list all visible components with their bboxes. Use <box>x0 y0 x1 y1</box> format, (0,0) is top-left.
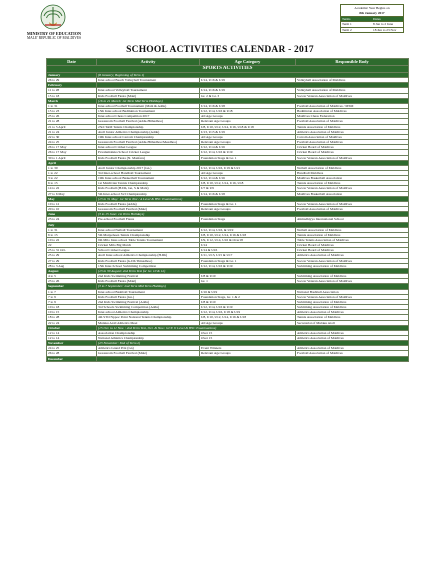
calendar-body <box>47 66 409 362</box>
cell-activity: Inter-school Netball Tournament <box>97 227 200 232</box>
cell-date: 1 to 31 <box>47 227 97 232</box>
table-header-row <box>47 59 409 66</box>
cell-age-category: U14, U16 & U19 <box>200 88 296 93</box>
month-label: July <box>47 222 97 227</box>
cell-age-category: U14, U16 & U18 <box>200 103 296 108</box>
month-label: September <box>47 284 97 289</box>
month-label: October <box>47 325 97 330</box>
cell-responsible-body: Athletics Association of Maldives <box>296 346 409 351</box>
cell-date: 7 to 9 <box>47 294 97 299</box>
cell-activity: Pavalumaluka School Cricket League <box>97 150 200 155</box>
cell-age-category: U12, U14, U16 & U19 <box>200 305 296 310</box>
cell-responsible-body: Ahmadhiyya International School <box>296 217 409 222</box>
cell-responsible-body: Swimming Association of Maldives <box>296 299 409 304</box>
cell-date: 24 to 25 <box>47 140 97 145</box>
cell-responsible-body: Cricket Board of Maldives <box>296 145 409 150</box>
cell-age-category: Foundation Stage, Gr. 1 & 2 <box>200 294 296 299</box>
cell-responsible-body: Soccer Veteran Association of Maldives <box>296 279 409 284</box>
cell-age-category: U8, U10, U12, U14, U16 & U18 <box>200 315 296 320</box>
ministry-name <box>22 31 86 41</box>
cell-responsible-body: Football Association of Maldives <box>296 119 409 124</box>
cell-responsible-body: Athletics Association of Maldives <box>296 253 409 258</box>
cell-date: 27 to 6 May <box>47 191 97 196</box>
month-label: December <box>47 356 97 361</box>
calendar-table <box>46 58 409 362</box>
cell-responsible-body: Athletics Association of Maldives <box>296 310 409 315</box>
cell-responsible-body: Maldives Basketball Association <box>296 176 409 181</box>
month-note: (3 to 7 September: 2nd Term Mid Term Holidays) <box>97 284 409 289</box>
cell-responsible-body: Football Association of Maldives / MSM <box>296 103 409 108</box>
cell-age-category: U9, U12, U14, U16 & Over18 <box>200 238 296 243</box>
cell-responsible-body: Athletics Association of Maldives <box>296 330 409 335</box>
cell-responsible-body: Swimming Association of Maldives <box>296 263 409 268</box>
cell-age-category: Gr. 1 <box>200 279 296 284</box>
term-box-line2: 8th January 2017 <box>359 10 385 15</box>
cell-date: 15 to 18 <box>47 93 97 98</box>
cell-activity: Inter-school Beach Volleyball Tournament <box>97 78 200 83</box>
cell-date: 22 to 30 <box>47 134 97 139</box>
term-box-line1: Academic Year Begins on <box>354 5 390 10</box>
maldives-emblem-icon <box>40 4 66 30</box>
cell-date: 10 to 18 <box>47 305 97 310</box>
page-title: SCHOOL ACTIVITIES CALENDAR - 2017 <box>126 45 314 55</box>
cell-responsible-body: Maldives Chess Federation <box>296 114 409 119</box>
cell-date: 18 to 28 <box>47 315 97 320</box>
cell-date: 25 to 31 Oct. <box>47 248 97 253</box>
column-header-responsible-body: Responsible Body <box>296 59 409 66</box>
cell-activity: Kids Football Fiesta (N. Manfaru) <box>97 155 200 160</box>
cell-activity: National Athletics Championship <box>97 335 200 340</box>
cell-activity: 15th Inter-school Badminton Tournament <box>97 109 200 114</box>
cell-age-category: Relevant Age Groups <box>200 207 296 212</box>
cell-date: 26 to 28 <box>47 351 97 356</box>
cell-responsible-body: Carrom Association of Maldives <box>296 134 409 139</box>
cell-responsible-body: Tennis Association of Maldives <box>296 124 409 129</box>
cell-activity: 9th Milo Inter-school Table Tennis Tournament <box>97 238 200 243</box>
term-box-row <box>341 27 403 32</box>
cell-activity: 1st Maldivian Tennis Championship <box>97 181 200 186</box>
cell-activity: Pre-school Football Fiesta <box>97 217 200 222</box>
page-header <box>0 0 440 55</box>
cell-date: 10 to 15 <box>47 310 97 315</box>
month-label: February <box>47 83 97 88</box>
cell-date: 25 to 29 <box>47 253 97 258</box>
month-label: April <box>47 160 97 165</box>
cell-age-category: Event Winners <box>200 346 296 351</box>
term-name: Term 1 <box>342 22 352 27</box>
cell-responsible-body: Maldives Basketball Association <box>296 191 409 196</box>
sports-activities-banner: SPORTS ACTIVITIES <box>47 66 409 73</box>
cell-date: 24 to 25 <box>47 346 97 351</box>
cell-age-category: U12, U14, U16, & U19 <box>200 227 296 232</box>
cell-responsible-body: Swimming Association of Maldives <box>296 274 409 279</box>
cell-activity: Atoll Inter-school Athletics Championship (H.Dh) <box>97 253 200 258</box>
cell-date: 11 to 28 <box>47 88 97 93</box>
cell-age-category: All Age Groups <box>200 134 296 139</box>
cell-age-category: U8 & U10 <box>200 274 296 279</box>
cell-activity: 5th Inter-school 3x3 Championship <box>97 191 200 196</box>
cell-date: 10 to 22 <box>47 238 97 243</box>
cell-date: 22 to 24 <box>47 320 97 325</box>
cell-date: 3 to 22 <box>47 176 97 181</box>
cell-date: 7 to 9 <box>47 299 97 304</box>
cell-activity: Mulaku Atoll Athletics Meet <box>97 320 200 325</box>
cell-date: 26 to 29 <box>47 78 97 83</box>
cell-age-category: U12, U14, U16, U18 & U19 <box>200 310 296 315</box>
cell-activity: Athletics Grand Prix (Gn) <box>97 346 200 351</box>
cell-age-category: U14, U16 & U19 <box>200 78 296 83</box>
cell-activity: Kids Football (H.Dh, Gn, S & Malé) <box>97 186 200 191</box>
cell-date: 1 to 31 <box>47 103 97 108</box>
ministry-title: MINISTRY OF EDUCATION <box>26 31 82 36</box>
column-header-date: Date <box>47 59 97 66</box>
cell-age-category: U14 & U16 <box>200 248 296 253</box>
term-name: Term 2 <box>342 27 352 32</box>
cell-date: 4 to 5 <box>47 274 97 279</box>
cell-age-category: U8, U10, U12, U14, U16 & U18 <box>200 232 296 237</box>
cell-activity: 2nd Kids Swimming Festival <box>97 274 200 279</box>
cell-date: 22 <box>47 243 97 248</box>
cell-date: 6 to 15 <box>47 232 97 237</box>
month-note: (3 to 15 June: 1st Term Holidays) <box>97 212 409 217</box>
month-note: (16 to 21 March: 1st Term Mid Term Holidays) <box>97 98 409 103</box>
cell-date: 21 to 28 <box>47 119 97 124</box>
cell-date: 12 to 14 <box>47 335 97 340</box>
cell-activity: 5th Manyebeen Tennis Championship <box>97 232 200 237</box>
cell-responsible-body: Badminton Association of Maldives <box>296 109 409 114</box>
cell-age-category: Relevant Age Groups <box>200 119 296 124</box>
cell-activity: Association Championship <box>97 330 200 335</box>
cell-age-category: U8, U10, U12, U14, U16, U18 & U18 <box>200 124 296 129</box>
cell-activity: 19th Inter-school Carrom Championship <box>97 134 200 139</box>
column-header-age-category: Age Category <box>200 59 296 66</box>
cell-responsible-body: Soccer Veteran Association of Maldives <box>296 201 409 206</box>
cell-responsible-body: Tennis Association of Maldives <box>296 181 409 186</box>
cell-age-category: U12, U14 & U16 <box>200 176 296 181</box>
term-box-row <box>341 21 403 26</box>
cell-activity: Cricket Milo Big Match <box>97 243 200 248</box>
cell-age-category: Gr. 2 & Gr. 3 <box>200 93 296 98</box>
month-label: June <box>47 212 97 217</box>
cell-date: 21 to 24 <box>47 129 97 134</box>
cell-age-category: U7 & U9 <box>200 186 296 191</box>
cell-age-category: Foundation Stage & Gr. 1 <box>200 258 296 263</box>
cell-activity: Kids Football Fiesta (G.Dh Thinadhoo) <box>97 258 200 263</box>
cell-age-category: Over 15 <box>200 330 296 335</box>
cell-date: 14 to 22 <box>47 186 97 191</box>
cell-date: 23 to 26 <box>47 279 97 284</box>
term-box-header-row <box>341 16 403 21</box>
cell-activity: Atoll Junior Athletics Championship (Addu) <box>97 129 200 134</box>
cell-responsible-body: Soccer Veteran Association of Maldives <box>296 294 409 299</box>
cell-responsible-body: Soccer Veteran Association of Maldives <box>296 155 409 160</box>
cell-date: 27 to 29 <box>47 258 97 263</box>
cell-responsible-body: Netball Association of Maldives <box>296 165 409 170</box>
cell-activity: Inter-school Chess Competition 2017 <box>97 114 200 119</box>
term-box-col-term: Terms <box>342 16 351 21</box>
month-note: (23 November: End of Term 2) <box>97 341 409 346</box>
section-banner <box>47 66 409 73</box>
cell-responsible-body: Athletics Association of Maldives <box>296 335 409 340</box>
cell-responsible-body: Handball Maldives <box>296 170 409 175</box>
cell-responsible-body: Netball Association of Maldives <box>296 227 409 232</box>
cell-activity: Inter-school Bashball Tournament <box>97 289 200 294</box>
cell-responsible-body: Tennis Association of Maldives <box>296 315 409 320</box>
month-label: January <box>47 73 97 78</box>
month-label: March <box>47 98 97 103</box>
cell-activity: Greaterom Football Festival (Malé) <box>97 351 200 356</box>
cell-date: 26 to 17 May <box>47 145 97 150</box>
cell-activity: Greaterom Football Festival (Addu-Hithadhoo) <box>97 119 200 124</box>
term-dates: 8 Jan to 2 June <box>373 22 394 27</box>
cell-age-category: Relevant Age Groups <box>200 140 296 145</box>
cell-date: 30 to 1 April <box>47 155 97 160</box>
cell-age-category: U12, U14, U16 & U18 <box>200 109 296 114</box>
cell-age-category: U12, U14, U16 & U19 <box>200 263 296 268</box>
cell-age-category: All Age Groups <box>200 320 296 325</box>
cell-responsible-body: Table Tennis Association of Maldives <box>296 238 409 243</box>
cell-age-category: Foundation Stage & Gr. 1 <box>200 201 296 206</box>
cell-activity: Inter-school Cricket League <box>97 145 200 150</box>
term-info-box <box>340 4 404 33</box>
cell-responsible-body: Cricket Board of Maldives <box>296 150 409 155</box>
cell-activity: 4th STO Nppoz Point National Tennis Championship <box>97 315 200 320</box>
cell-date: 21 to 5 April <box>47 124 97 129</box>
cell-age-category: U8 & U10 <box>200 299 296 304</box>
cell-activity: 2nd Kids Swimming Festival (Addu) <box>97 299 200 304</box>
month-label: May <box>47 196 97 201</box>
month-label: November <box>47 341 97 346</box>
cell-age-category: Relevant Age Groups <box>200 351 296 356</box>
cell-responsible-body: Tennis Association of Maldives <box>296 232 409 237</box>
cell-activity: Greaterom Football Festival (Addu-Hithadhoo/Meedhoo) <box>97 140 200 145</box>
cell-activity: Kids Football Fiesta (Malé) <box>97 93 200 98</box>
cell-age-category: U11, U13, U15 & U17 <box>200 253 296 258</box>
month-note: (15 Oct. to 11 Nov. : 2nd Term Test, Oct. & Nov.: GCE O Level & HSC Examinations) <box>97 325 409 330</box>
cell-age-category: Over 15 <box>200 335 296 340</box>
cell-activity: Atoll Junior Championship 2017 (Gn.) <box>97 165 200 170</box>
cell-responsible-body: Soccer Veteran Association of Maldives <box>296 258 409 263</box>
month-note: (13 to 31 May: 1st Term Test / A Level & HSC Examinations) <box>97 196 409 201</box>
cell-responsible-body: Soccer Veteran Association of Maldives <box>296 186 409 191</box>
cell-age-category: All Age Groups <box>200 170 296 175</box>
column-header-activity: Activity <box>97 59 200 66</box>
cell-age-category: U14, U16 & U18 <box>200 191 296 196</box>
term-box-col-dates: Dates <box>373 16 381 21</box>
cell-responsible-body: Volleyball Association of Maldives <box>296 78 409 83</box>
month-label: August <box>47 268 97 273</box>
cell-responsible-body: Volleyball Association of Maldives <box>296 88 409 93</box>
cell-date: 1 to 30 <box>47 165 97 170</box>
cell-date: 15 to 23 <box>47 109 97 114</box>
cell-responsible-body: Soccer Veteran Association of Maldives <box>296 93 409 98</box>
cell-date: 25 to 26 <box>47 114 97 119</box>
month-note <box>97 356 409 361</box>
cell-activity: 23rd TAM Tennis Championship <box>97 124 200 129</box>
cell-activity: Greaterom Football Festival (Malé) <box>97 207 200 212</box>
cell-date: 10 to 12 <box>47 201 97 206</box>
month-row <box>47 356 409 361</box>
cell-age-category: U12, U14 & U16 <box>200 145 296 150</box>
cell-activity: Inter-school Athletics Championship <box>97 310 200 315</box>
ministry-subtitle: MALE' REPUBLIC OF MALDIVES <box>26 36 82 40</box>
cell-age-category: U13, U15 & U19 <box>200 129 296 134</box>
month-note: (8 January; Beginning of Term 1) <box>97 73 409 78</box>
cell-age-category: U12, U14, U16 & U19 <box>200 150 296 155</box>
cell-age-category: Foundation Stage & Gr. 1 <box>200 155 296 160</box>
cell-activity: 19th Inter-school Basketball Tournament <box>97 176 200 181</box>
month-note: (13 to 30 August: 2nd Term Test for Gr. 10 & 12) <box>97 268 409 273</box>
cell-age-category: U14 <box>200 243 296 248</box>
term-dates: 18 Jun to 23 Nov <box>373 27 397 32</box>
cell-age-category: Foundation Stage <box>200 217 296 222</box>
cell-activity: Inter-school Volleyball Tournament <box>97 88 200 93</box>
cell-activity: Kids Football Fiesta (Malé) <box>97 279 200 284</box>
cell-responsible-body: Football Association of Maldives <box>296 207 409 212</box>
cell-date: 12 to 14 <box>47 330 97 335</box>
cell-date: 20 to 10 <box>47 207 97 212</box>
cell-age-category: U16 & U19 <box>200 289 296 294</box>
cell-age-category: U12, U14, U16, U19 & U21 <box>200 165 296 170</box>
cell-age-category: All Age Groups <box>200 114 296 119</box>
cell-responsible-body: Swimming Association of Maldives <box>296 305 409 310</box>
cell-responsible-body: National Bashball Association <box>296 289 409 294</box>
cell-activity: Inter-school Football Tournament (Malé & Addu) <box>97 103 200 108</box>
cell-activity: Kids Football Fiesta (Gn.) <box>97 294 200 299</box>
cell-date: 6 to 15 <box>47 181 97 186</box>
cell-responsible-body: Secretariat of Mulaku Atoll <box>296 320 409 325</box>
cell-activity: School Cricket League <box>97 248 200 253</box>
cell-date: 26 to 17 May <box>47 150 97 155</box>
cell-activity: Kids Football Fiesta (Addu) <box>97 201 200 206</box>
cell-responsible-body: Cricket Board of Maldives <box>296 243 409 248</box>
cell-date: 1 to 7 <box>47 289 97 294</box>
cell-date: 23 to 24 <box>47 217 97 222</box>
cell-activity: 15th Inter-School Swimming Competition <box>97 263 200 268</box>
cell-date: 1 to 22 <box>47 170 97 175</box>
cell-activity: 3rd Inter-school Handball Tournament <box>97 170 200 175</box>
cell-date: 28 to 3 Aug <box>47 263 97 268</box>
cell-responsible-body: Football Association of Maldives <box>296 351 409 356</box>
cell-responsible-body: Football Association of Maldives <box>296 140 409 145</box>
cell-responsible-body: Athletics Association of Maldives <box>296 129 409 134</box>
cell-activity: 3rd Schools Swimming Competition (Addu) <box>97 305 200 310</box>
cell-age-category: U8, U10, U12, U14, U16, U18 <box>200 181 296 186</box>
cell-responsible-body: Cricket Board of Maldives <box>296 248 409 253</box>
